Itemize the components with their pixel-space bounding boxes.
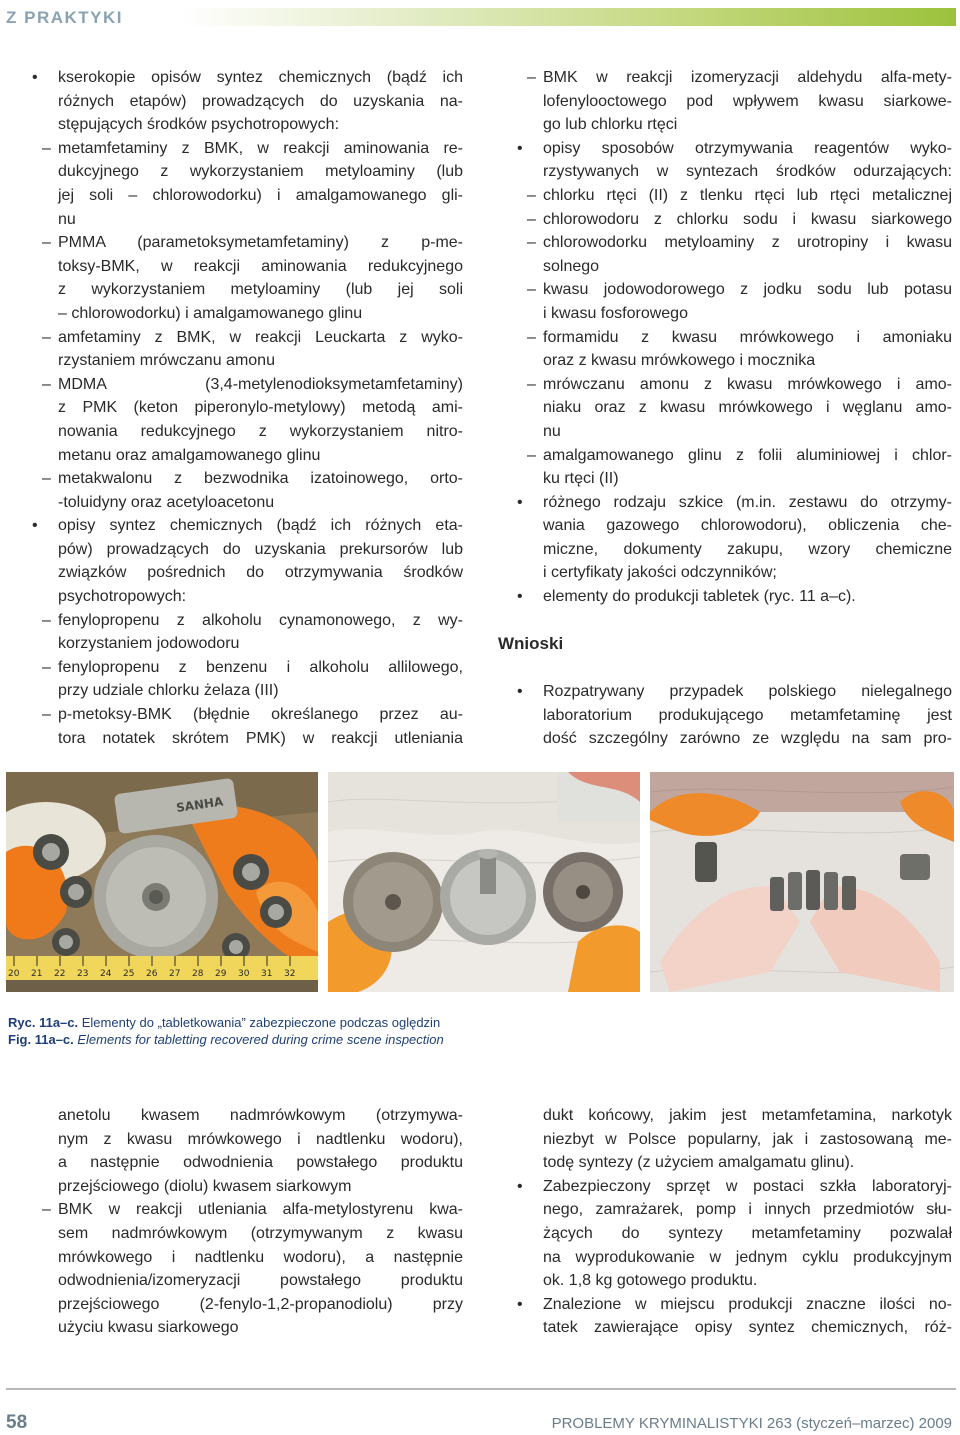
ruler-number: 21: [31, 969, 43, 979]
line-text: tatek zawierające opisy syntez chemicznych, róż-: [543, 1319, 952, 1337]
ruler-number: 20: [8, 969, 20, 979]
dash-marker: –: [42, 706, 51, 724]
text-line: [28, 349, 463, 373]
text-line: [28, 679, 463, 703]
line-text: toksy-BMK, w reakcji aminowania redukcyjnego: [58, 257, 463, 275]
line-text: laboratorium produkującego metamfetaminę jest: [543, 706, 952, 724]
line-text: i certyfikaty jakości odczynników;: [543, 564, 777, 582]
line-text: chlorowodorku metyloaminy z urotropiny i kwasu: [543, 234, 952, 252]
line-text: ku rtęci (II): [543, 470, 619, 488]
text-line: [28, 160, 463, 184]
line-text: nego, zamrażarek, pomp i innych przedmiotów słu-: [543, 1201, 952, 1219]
line-text: nowania redukcyjnego z wykorzystaniem nitro-: [58, 422, 463, 440]
line-text: elementy do produkcji tabletek (ryc. 11 a–c).: [543, 588, 856, 606]
line-text: kwasu jodowodorowego z jodku sodu lub potasu: [543, 281, 952, 299]
ruler-number: 22: [54, 969, 66, 979]
line-text: przejściowego (diolu) kwasem siarkowym: [58, 1177, 352, 1195]
text-line: [28, 1293, 463, 1317]
bullet-marker: •: [517, 139, 523, 157]
ruler-number: 31: [261, 969, 273, 979]
line-text: odwodnienia/izomeryzacji powstałego produktu: [58, 1272, 463, 1290]
dash-marker: –: [527, 375, 536, 393]
text-line: [513, 1175, 952, 1199]
text-line: [513, 1104, 952, 1128]
footer-divider: [6, 1388, 956, 1390]
text-line: [513, 278, 952, 302]
text-line: [513, 585, 952, 609]
line-text: – chlorowodorku) i amalgamowanego glinu: [58, 304, 363, 322]
photo-11a: [6, 772, 318, 992]
line-text: nu: [58, 210, 76, 228]
line-text: korzystaniem jodowodoru: [58, 635, 240, 653]
text-line: [28, 538, 463, 562]
text-line: [513, 538, 952, 562]
text-line: [28, 1175, 463, 1199]
text-line: [513, 396, 952, 420]
dash-marker: –: [42, 470, 51, 488]
line-text: amfetaminy z BMK, w reakcji Leuckarta z wyko-: [58, 328, 463, 346]
column-top-left: [28, 66, 463, 750]
line-text: z wykorzystaniem metyloaminy (lub jej soli: [58, 281, 463, 299]
line-text: różnych etapów) prowadzących do uzyskania na-: [58, 92, 463, 110]
line-text: przy udziale chlorku żelaza (III): [58, 682, 279, 700]
line-text: amalgamowanego glinu z folii aluminiowej i chlor-: [543, 446, 952, 464]
text-line: [513, 349, 952, 373]
text-line: [28, 1269, 463, 1293]
line-text: chlorowodoru z chlorku sodu i kwasu siarkowego: [543, 210, 952, 228]
dash-marker: –: [42, 375, 51, 393]
text-line: [513, 90, 952, 114]
text-line: [28, 1128, 463, 1152]
line-text: przejściowego (2-fenylo-1,2-propanodiolu) przy: [58, 1295, 463, 1313]
line-text: związków pośrednich do otrzymywania środków: [58, 564, 463, 582]
text-line: [513, 680, 952, 704]
line-text: jej soli – chlorowodorku) i amalgamowanego gli-: [58, 186, 463, 204]
line-text: formamidu z kwasu mrówkowego i amoniaku: [543, 328, 952, 346]
line-text: oraz z kwasu mrówkowego i mocznika: [543, 352, 816, 370]
bullet-marker: •: [517, 1295, 523, 1313]
text-line: [513, 1151, 952, 1175]
line-text: rzystaniem mrówczanu amonu: [58, 352, 275, 370]
header-gradient-bar: [180, 8, 956, 26]
text-line: [28, 420, 463, 444]
text-line: [513, 491, 952, 515]
text-line: [513, 727, 952, 751]
text-line: [513, 326, 952, 350]
text-line: [513, 302, 952, 326]
text-line: [28, 561, 463, 585]
line-text: niezbyt w Polsce popularny, jak i zastosowaną me-: [543, 1130, 952, 1148]
text-line: [28, 727, 463, 751]
text-line: [28, 66, 463, 90]
text-line: [513, 160, 952, 184]
text-line: [28, 1104, 463, 1128]
text-line: [513, 1316, 952, 1340]
ruler-number: 24: [100, 969, 112, 979]
dash-marker: –: [527, 328, 536, 346]
line-text: Rozpatrywany przypadek polskiego nielegalnego: [543, 683, 952, 700]
line-text: dukt końcowy, jakim jest metamfetamina, narkotyk: [543, 1107, 952, 1124]
dash-marker: –: [42, 234, 51, 252]
line-text: mrówkowego i nadtlenku wodoru), a następnie: [58, 1248, 463, 1266]
line-text: wania gazowego chlorowodoru), obliczenia che-: [543, 517, 952, 535]
text-line: [513, 561, 952, 585]
figure-caption-en: [8, 1031, 444, 1048]
section-label: Z PRAKTYKI: [6, 8, 123, 27]
text-line: [28, 137, 463, 161]
dash-marker: –: [527, 234, 536, 252]
text-line: [28, 184, 463, 208]
text-line: [28, 113, 463, 137]
dash-marker: –: [527, 281, 536, 299]
text-line: [28, 396, 463, 420]
line-text: fenylopropenu z alkoholu cynamonowego, z wy-: [58, 611, 463, 629]
bullet-marker: •: [32, 517, 38, 535]
line-text: nu: [543, 422, 561, 440]
text-line: [513, 184, 952, 208]
text-line: [513, 1222, 952, 1246]
caption-pl-label: Ryc. 11a–c.: [8, 1015, 79, 1030]
line-text: fenylopropenu z benzenu i alkoholu allilowego,: [58, 658, 463, 676]
dash-marker: –: [42, 611, 51, 629]
text-line: [513, 444, 952, 468]
text-line: [513, 137, 952, 161]
line-text: opisy syntez chemicznych (bądź ich różnych eta-: [58, 517, 463, 535]
conclusions-text: [513, 680, 952, 751]
line-text: metamfetaminy z BMK, w reakcji aminowania re-: [58, 139, 463, 157]
line-text: opisy sposobów otrzymywania reagentów wyko-: [543, 139, 952, 157]
line-text: żących do syntezy metamfetaminy pozwalał: [543, 1224, 952, 1242]
bullet-marker: •: [517, 588, 523, 606]
ruler-number: 25: [123, 969, 135, 979]
text-line: [513, 373, 952, 397]
text-line: [28, 514, 463, 538]
ruler-number: 29: [215, 969, 227, 979]
line-text: nym z kwasu mrówkowego i nadtlenku wodoru),: [58, 1130, 463, 1148]
caption-en-label: Fig. 11a–c.: [8, 1032, 74, 1047]
line-text: psychotropowych:: [58, 588, 187, 606]
line-text: PMMA (parametoksymetamfetaminy) z p-me-: [58, 234, 463, 252]
bullet-marker: •: [517, 493, 523, 511]
ruler-number: 27: [169, 969, 181, 979]
line-text: różnego rodzaju szkice (m.in. zestawu do otrzymy-: [543, 493, 952, 511]
text-line: [513, 208, 952, 232]
caption-pl-text: Elementy do „tabletkowania” zabezpieczone podczas oględzin: [78, 1015, 441, 1030]
text-line: [28, 278, 463, 302]
dash-marker: –: [527, 69, 536, 86]
line-text: ok. 1,8 kg gotowego produktu.: [543, 1272, 758, 1290]
line-text: stępujących środków psychotropowych:: [58, 116, 340, 134]
photo-a-brand-text: SANHA: [175, 794, 225, 815]
line-text: użyciu kwasu siarkowego: [58, 1319, 239, 1337]
column-top-right: [513, 66, 952, 609]
dash-marker: –: [42, 658, 51, 676]
text-line: [513, 420, 952, 444]
text-line: [28, 656, 463, 680]
journal-footer: PROBLEMY KRYMINALISTYKI 263 (styczeń–marzec) 2009: [551, 1415, 952, 1432]
caption-en-text: Elements for tabletting recovered during crime scene inspection: [73, 1032, 444, 1047]
text-line: [513, 1246, 952, 1270]
text-line: [513, 231, 952, 255]
text-line: [28, 1222, 463, 1246]
line-text: BMK w reakcji utleniania alfa-metylostyrenu kwa-: [58, 1201, 463, 1219]
line-text: dukcyjnego z wykorzystaniem metyloaminy (lub: [58, 163, 463, 181]
line-text: pów) prowadzących do uzyskania prekursorów lub: [58, 540, 463, 558]
line-text: sem nadmrówkowym (otrzymywanym z kwasu: [58, 1224, 463, 1242]
dash-marker: –: [527, 446, 536, 464]
text-line: [513, 66, 952, 90]
photo-11b: [328, 772, 640, 992]
page-number: 58: [6, 1412, 28, 1433]
line-text: solnego: [543, 257, 600, 275]
text-line: [28, 302, 463, 326]
line-text: chlorku rtęci (II) z tlenku rtęci lub rtęci metalicznej: [543, 186, 952, 204]
line-text: tora notatek skrótem PMK) w reakcji utleniania: [58, 729, 463, 747]
line-text: metanu oraz amalgamowanego glinu: [58, 446, 321, 464]
dash-marker: –: [42, 1201, 51, 1219]
line-text: na wyprodukowanie w jednym cyklu produkcyjnym: [543, 1248, 952, 1266]
ruler-number: 30: [238, 969, 250, 979]
line-text: todę syntezy (z użyciem amalgamatu glinu).: [543, 1154, 855, 1172]
conclusions-heading: Wnioski: [498, 634, 564, 653]
line-text: BMK w reakcji izomeryzacji aldehydu alfa-mety-: [543, 69, 952, 86]
text-line: [28, 609, 463, 633]
photo-11c: [650, 772, 954, 992]
text-line: [513, 1293, 952, 1317]
text-line: [28, 373, 463, 397]
ruler-number: 32: [284, 969, 296, 979]
line-text: lofenylooctowego pod wpływem kwasu siarkowe-: [543, 92, 952, 110]
line-text: miczne, dokumenty zakupu, wzory chemiczne: [543, 540, 952, 558]
column-bottom-left: [28, 1104, 463, 1340]
text-line: [513, 704, 952, 728]
text-line: [28, 1198, 463, 1222]
text-line: [28, 326, 463, 350]
dash-marker: –: [527, 210, 536, 228]
line-text: rzystywanych w syntezach środków odurzających:: [543, 163, 952, 181]
line-text: i kwasu fosforowego: [543, 304, 688, 322]
ruler-number: 28: [192, 969, 204, 979]
text-line: [28, 231, 463, 255]
text-line: [28, 255, 463, 279]
text-line: [513, 1269, 952, 1293]
line-text: metakwalonu z bezwodnika izatoinowego, orto-: [58, 470, 463, 488]
line-text: mrówczanu amonu z kwasu mrówkowego i amo-: [543, 375, 952, 393]
dash-marker: –: [42, 139, 51, 157]
text-line: [28, 585, 463, 609]
ruler-number: 26: [146, 969, 158, 979]
text-line: [28, 632, 463, 656]
line-text: -toluidyny oraz acetyloacetonu: [58, 493, 275, 511]
line-text: Zabezpieczony sprzęt w postaci szkła laboratoryj-: [543, 1177, 952, 1195]
line-text: p-metoksy-BMK (błędnie określanego przez au-: [58, 706, 463, 724]
figure-caption-pl: [8, 1014, 440, 1031]
text-line: [28, 491, 463, 515]
text-line: [28, 90, 463, 114]
bullet-marker: •: [32, 69, 38, 86]
bullet-marker: •: [517, 683, 523, 700]
line-text: go lub chlorku rtęci: [543, 116, 678, 134]
text-line: [28, 1151, 463, 1175]
bullet-marker: •: [517, 1177, 523, 1195]
line-text: kserokopie opisów syntez chemicznych (bądź ich: [58, 69, 463, 86]
line-text: Znalezione w miejscu produkcji znaczne ilości no-: [543, 1295, 952, 1313]
line-text: dość szczególny zarówno ze względu na sam pro-: [543, 730, 952, 748]
line-text: MDMA (3,4-metylenodioksymetamfetaminy): [58, 375, 463, 393]
line-text: niaku oraz z kwasu mrówkowego i węglanu amo-: [543, 399, 952, 417]
line-text: z PMK (keton piperonylo-metylowy) metodą ami-: [58, 399, 463, 417]
text-line: [513, 1128, 952, 1152]
text-line: [513, 255, 952, 279]
column-bottom-right: [513, 1104, 952, 1340]
text-line: [28, 1246, 463, 1270]
text-line: [28, 208, 463, 232]
line-text: anetolu kwasem nadmrówkowym (otrzymywa-: [58, 1107, 463, 1124]
dash-marker: –: [42, 328, 51, 346]
text-line: [513, 113, 952, 137]
ruler-number: 23: [77, 969, 89, 979]
text-line: [513, 467, 952, 491]
text-line: [513, 514, 952, 538]
text-line: [28, 467, 463, 491]
dash-marker: –: [527, 186, 536, 204]
text-line: [513, 1198, 952, 1222]
text-line: [28, 1316, 463, 1340]
text-line: [28, 703, 463, 727]
line-text: a następnie odwodnienia powstałego produktu: [58, 1154, 463, 1172]
text-line: [28, 444, 463, 468]
